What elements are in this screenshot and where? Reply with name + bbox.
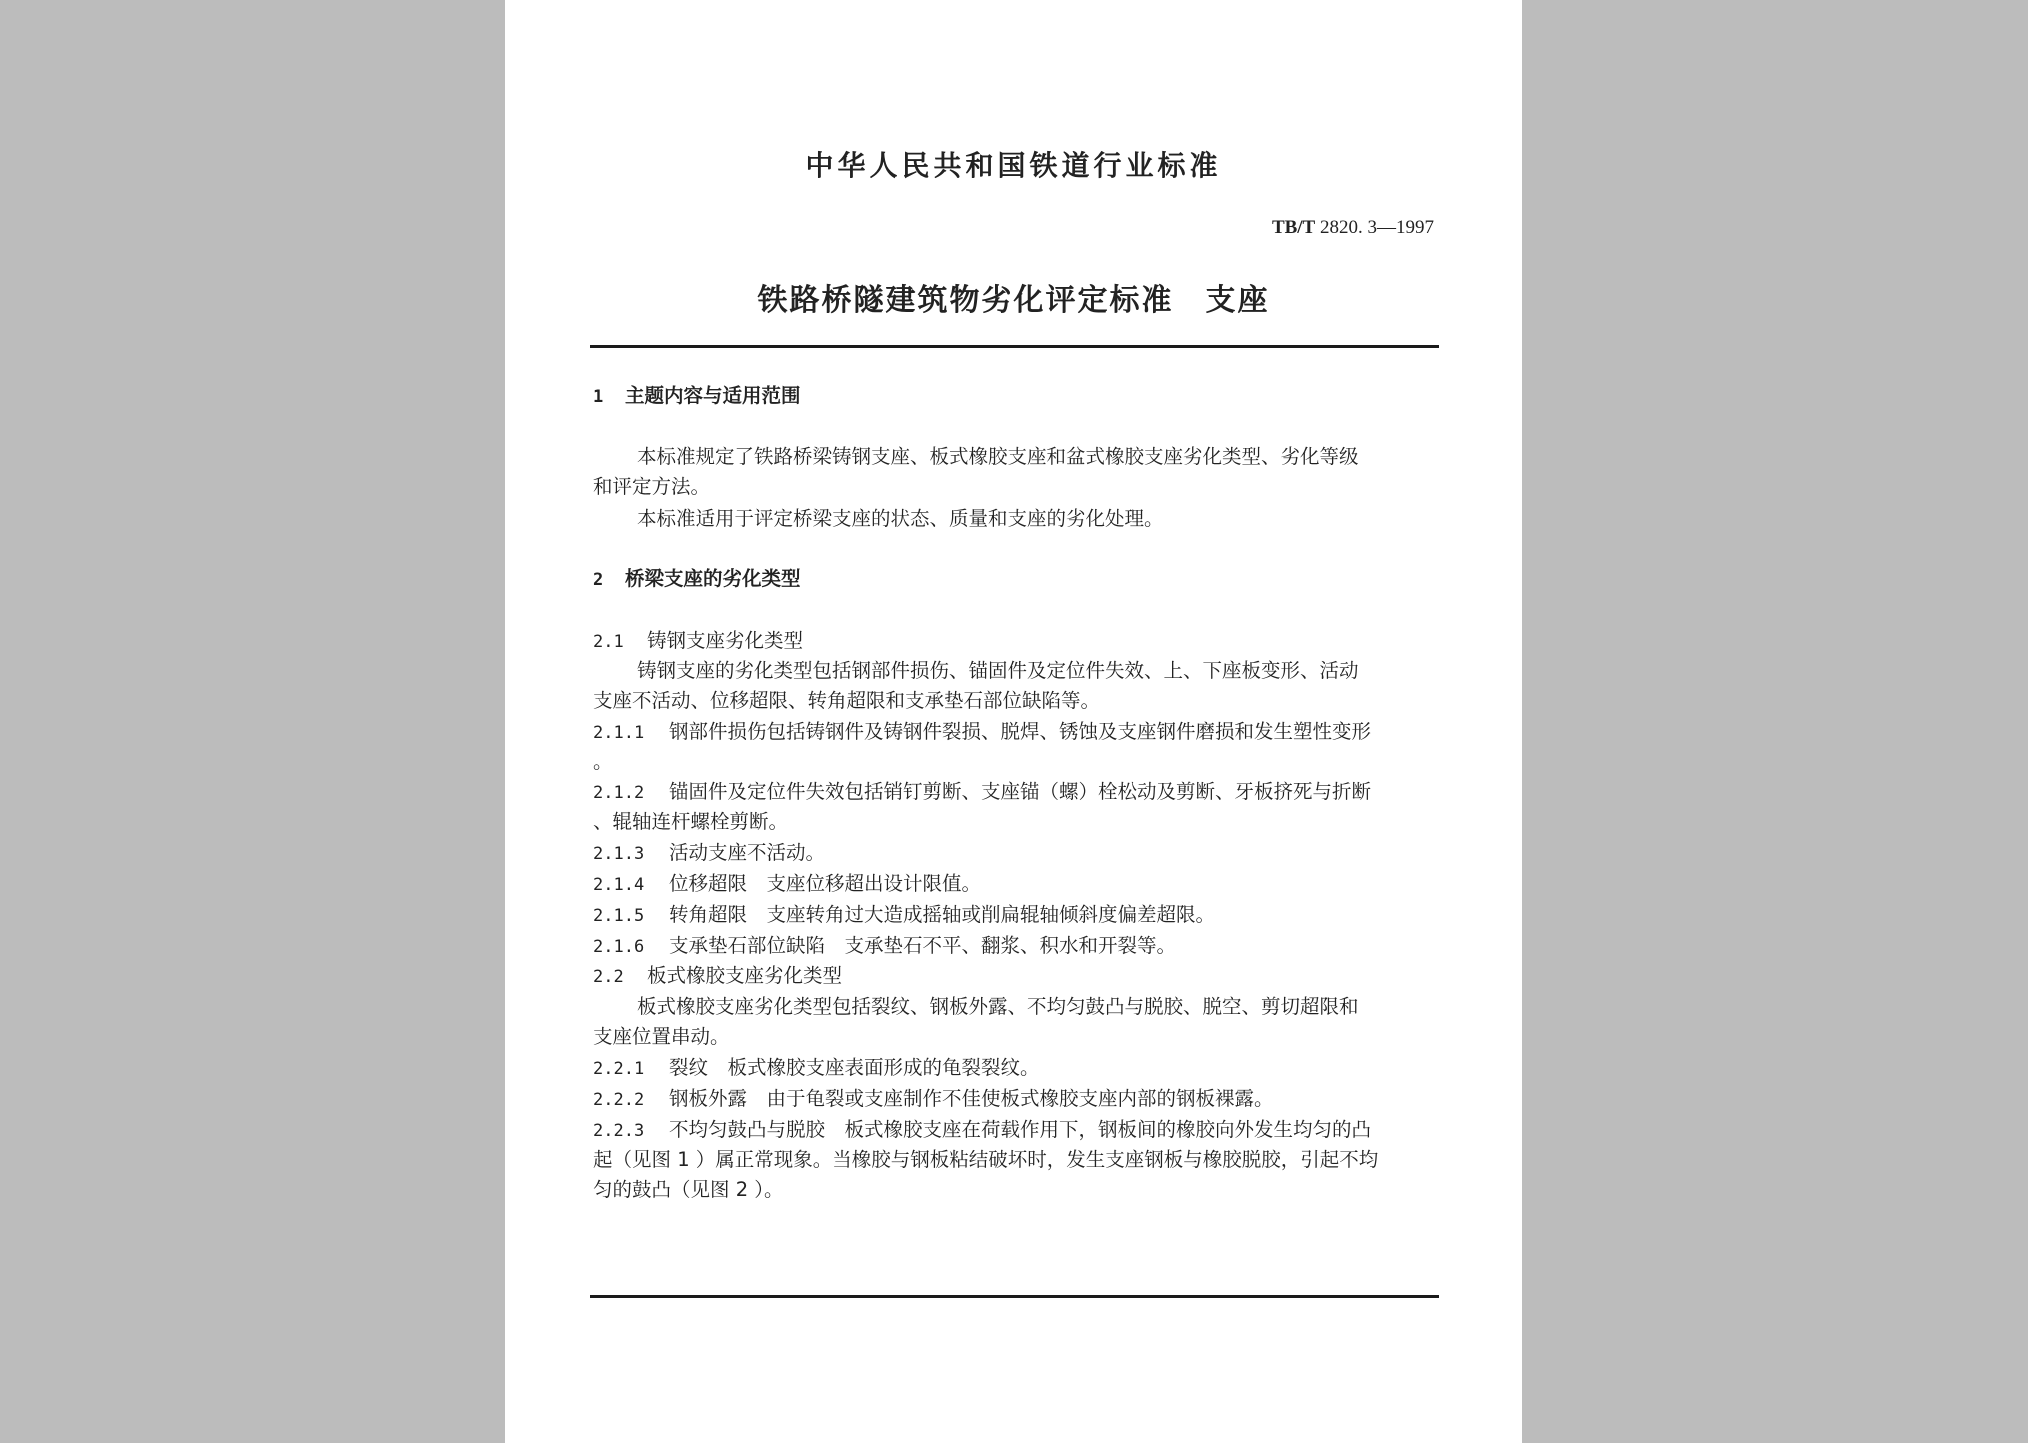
section-2-2-paragraph-cont: 支座位置串动。 [593, 1025, 730, 1048]
section-1-paragraph-2: 本标准适用于评定桥梁支座的状态、质量和支座的劣化处理。 [637, 507, 1164, 530]
clause-2-1-6: 2.1.6 支承垫石部位缺陷 支承垫石不平、翻浆、积水和开裂等。 [593, 934, 1177, 957]
top-divider [590, 345, 1439, 348]
standard-code: 2820. 3—1997 [1320, 217, 1434, 238]
issuing-organization: 中华人民共和国铁道行业标准 [805, 149, 1222, 182]
clause-2-1-2: 2.1.2 锚固件及定位件失效包括销钉剪断、支座锚（螺）栓松动及剪断、牙板挤死与折断 [593, 780, 1372, 803]
section-2-2-paragraph: 板式橡胶支座劣化类型包括裂纹、钢板外露、不均匀鼓凸与脱胶、脱空、剪切超限和 [637, 995, 1359, 1018]
section-1-heading: 1 主题内容与适用范围 [593, 384, 801, 407]
clause-2-2-2: 2.2.2 钢板外露 由于龟裂或支座制作不佳使板式橡胶支座内部的钢板裸露。 [593, 1087, 1274, 1110]
clause-2-2-1: 2.2.1 裂纹 板式橡胶支座表面形成的龟裂裂纹。 [593, 1056, 1040, 1079]
standard-number [1272, 217, 1434, 239]
section-2-1-heading: 2.1 铸钢支座劣化类型 [593, 629, 804, 652]
section-2-1-paragraph: 铸钢支座的劣化类型包括钢部件损伤、锚固件及定位件失效、上、下座板变形、活动 [637, 659, 1359, 682]
clause-2-2-3-cont-1: 起（见图 1 ）属正常现象。当橡胶与钢板粘结破坏时，发生支座钢板与橡胶脱胶，引起不均 [593, 1148, 1379, 1171]
clause-2-1-1-cont: 。 [593, 750, 613, 773]
clause-2-1-2-cont: 、辊轴连杆螺栓剪断。 [593, 810, 789, 833]
clause-2-1-4: 2.1.4 位移超限 支座位移超出设计限值。 [593, 872, 982, 895]
bottom-divider [590, 1295, 1439, 1298]
section-2-2-heading: 2.2 板式橡胶支座劣化类型 [593, 964, 843, 987]
section-1-paragraph-1: 本标准规定了铁路桥梁铸钢支座、板式橡胶支座和盆式橡胶支座劣化类型、劣化等级 [637, 445, 1359, 468]
clause-2-2-3: 2.2.3 不均匀鼓凸与脱胶 板式橡胶支座在荷载作用下，钢板间的橡胶向外发生均匀的凸 [593, 1118, 1372, 1141]
clause-2-1-1: 2.1.1 钢部件损伤包括铸钢件及铸钢件裂损、脱焊、锈蚀及支座钢件磨损和发生塑性变形 [593, 720, 1372, 743]
section-2-heading: 2 桥梁支座的劣化类型 [593, 567, 801, 590]
clause-2-1-5: 2.1.5 转角超限 支座转角过大造成摇轴或削扁辊轴倾斜度偏差超限。 [593, 903, 1216, 926]
standard-prefix: TB/T [1271, 217, 1316, 238]
clause-2-2-3-cont-2: 匀的鼓凸（见图 2 ）。 [593, 1178, 784, 1201]
clause-2-1-3: 2.1.3 活动支座不活动。 [593, 841, 826, 864]
section-2-1-paragraph-cont: 支座不活动、位移超限、转角超限和支承垫石部位缺陷等。 [593, 689, 1101, 712]
document-title: 铁路桥隧建筑物劣化评定标准 支座 [757, 283, 1270, 318]
document-page [505, 0, 1522, 1443]
section-1-paragraph-1-cont: 和评定方法。 [593, 475, 711, 498]
